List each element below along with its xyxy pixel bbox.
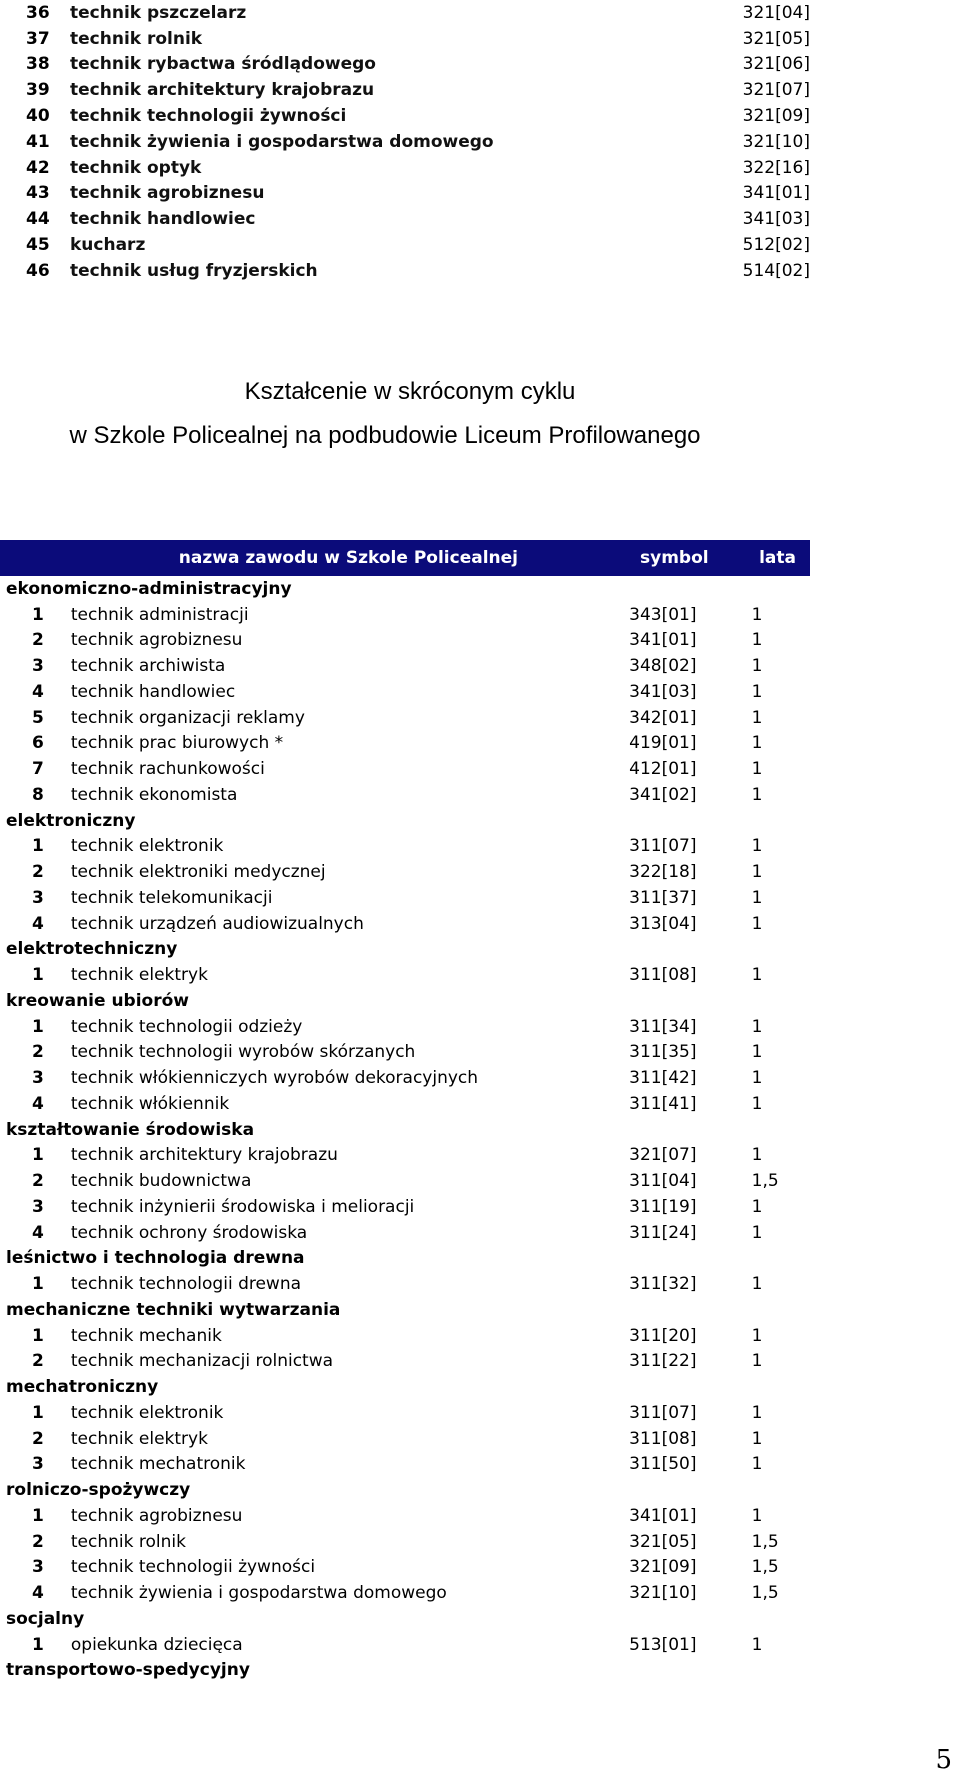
list-item <box>0 77 820 103</box>
item-symbol: 512[02] <box>742 235 810 256</box>
group-heading: ekonomiczno-administracyjny <box>6 578 292 599</box>
row-lata: 1 <box>751 681 763 702</box>
row-number: 3 <box>32 656 44 677</box>
group-heading: kształtowanie środowiska <box>6 1119 255 1140</box>
table-row <box>0 1220 810 1246</box>
row-lata: 1,5 <box>751 1583 779 1604</box>
row-symbol: 311[32] <box>629 1274 697 1295</box>
table-row <box>0 1143 810 1169</box>
list-item <box>0 52 820 78</box>
row-symbol: 342[01] <box>629 707 697 728</box>
row-lata: 1,5 <box>751 1531 779 1552</box>
row-symbol: 311[42] <box>629 1068 697 1089</box>
row-number: 1 <box>32 836 44 857</box>
list-item <box>0 258 820 284</box>
group-heading: elektroniczny <box>6 810 136 831</box>
table-row <box>0 834 810 860</box>
row-number: 4 <box>32 1093 44 1114</box>
row-name: technik technologii drewna <box>70 1274 302 1295</box>
row-number: 2 <box>32 1171 44 1192</box>
row-number: 1 <box>32 1145 44 1166</box>
row-name: technik organizacji reklamy <box>70 707 305 728</box>
table-row <box>0 1040 810 1066</box>
row-name: technik elektryk <box>70 965 208 986</box>
table-row <box>0 1580 810 1606</box>
row-lata: 1 <box>751 1093 763 1114</box>
row-symbol: 321[05] <box>629 1531 697 1552</box>
row-name: technik mechatronik <box>70 1454 246 1475</box>
item-name: technik usług fryzjerskich <box>70 260 318 281</box>
row-name: technik handlowiec <box>70 681 236 702</box>
row-symbol: 343[01] <box>629 604 697 625</box>
row-name: technik mechanizacji rolnictwa <box>70 1351 334 1372</box>
item-number: 46 <box>26 260 50 281</box>
row-lata: 1 <box>751 1274 763 1295</box>
row-symbol: 311[37] <box>629 887 697 908</box>
table-row <box>0 1452 810 1478</box>
item-name: technik agrobiznesu <box>70 183 265 204</box>
table-row <box>0 1503 810 1529</box>
row-number: 2 <box>32 1042 44 1063</box>
group-heading: transportowo-spedycyjny <box>6 1660 250 1681</box>
table-row <box>0 602 810 628</box>
row-name: technik technologii odzieży <box>70 1016 303 1037</box>
row-lata: 1 <box>751 1145 763 1166</box>
item-number: 45 <box>26 235 50 256</box>
item-number: 44 <box>26 209 50 230</box>
list-item <box>0 181 820 207</box>
item-symbol: 321[04] <box>742 2 810 23</box>
row-lata: 1 <box>751 1325 763 1346</box>
table-row <box>0 1400 810 1426</box>
row-name: technik telekomunikacji <box>70 887 273 908</box>
list-item <box>0 206 820 232</box>
row-lata: 1 <box>751 656 763 677</box>
row-lata: 1 <box>751 707 763 728</box>
row-number: 1 <box>32 965 44 986</box>
item-number: 41 <box>26 131 50 152</box>
list-item <box>0 155 820 181</box>
row-lata: 1 <box>751 1042 763 1063</box>
row-number: 2 <box>32 1351 44 1372</box>
row-number: 4 <box>32 1583 44 1604</box>
row-number: 3 <box>32 1068 44 1089</box>
table-body <box>0 576 810 1683</box>
row-number: 4 <box>32 913 44 934</box>
row-symbol: 321[07] <box>629 1145 697 1166</box>
item-symbol: 514[02] <box>742 260 810 281</box>
row-lata: 1 <box>751 604 763 625</box>
row-symbol: 311[19] <box>629 1196 697 1217</box>
row-lata: 1 <box>751 1222 763 1243</box>
row-number: 3 <box>32 1557 44 1578</box>
row-lata: 1 <box>751 1634 763 1655</box>
item-name: kucharz <box>70 235 146 256</box>
table-row <box>0 628 810 654</box>
table-row <box>0 1091 810 1117</box>
row-number: 5 <box>32 707 44 728</box>
row-number: 1 <box>32 1325 44 1346</box>
row-symbol: 321[09] <box>629 1557 697 1578</box>
group-heading: rolniczo-spożywczy <box>6 1480 191 1501</box>
row-symbol: 311[04] <box>629 1171 697 1192</box>
row-name: technik administracji <box>70 604 249 625</box>
row-number: 1 <box>32 1634 44 1655</box>
row-number: 1 <box>32 1274 44 1295</box>
row-name: technik włókiennik <box>70 1093 230 1114</box>
group-heading: kreowanie ubiorów <box>6 990 189 1011</box>
table-row <box>0 885 810 911</box>
row-lata: 1 <box>751 862 763 883</box>
row-symbol: 348[02] <box>629 656 697 677</box>
row-name: technik żywienia i gospodarstwa domowego <box>70 1583 447 1604</box>
table-row <box>0 756 810 782</box>
table-row <box>0 1349 810 1375</box>
list-item <box>0 26 820 52</box>
row-name: technik urządzeń audiowizualnych <box>70 913 364 934</box>
row-number: 7 <box>32 759 44 780</box>
list-item <box>0 0 820 26</box>
row-symbol: 311[08] <box>629 965 697 986</box>
row-name: technik budownictwa <box>70 1171 252 1192</box>
row-lata: 1,5 <box>751 1171 779 1192</box>
table-row <box>0 731 810 757</box>
row-name: technik rachunkowości <box>70 759 265 780</box>
row-number: 2 <box>32 1531 44 1552</box>
table-row <box>0 1014 810 1040</box>
row-name: technik technologii wyrobów skórzanych <box>70 1042 416 1063</box>
item-name: technik optyk <box>70 157 202 178</box>
header-symbol: symbol <box>640 548 709 568</box>
row-symbol: 311[07] <box>629 836 697 857</box>
item-symbol: 322[16] <box>742 157 810 178</box>
table-row <box>0 962 810 988</box>
row-name: technik inżynierii środowiska i melioracji <box>70 1196 415 1217</box>
item-number: 39 <box>26 80 50 101</box>
occupation-table <box>0 540 810 1683</box>
row-name: technik włókienniczych wyrobów dekoracyjnych <box>70 1068 479 1089</box>
item-name: technik rybactwa śródlądowego <box>70 54 376 75</box>
row-number: 2 <box>32 862 44 883</box>
row-symbol: 311[20] <box>629 1325 697 1346</box>
row-lata: 1 <box>751 1454 763 1475</box>
row-number: 3 <box>32 1196 44 1217</box>
item-name: technik rolnik <box>70 28 203 49</box>
row-name: technik elektronik <box>70 836 224 857</box>
item-name: technik pszczelarz <box>70 2 247 23</box>
table-row <box>0 679 810 705</box>
row-symbol: 311[50] <box>629 1454 697 1475</box>
list-item <box>0 232 820 258</box>
table-row <box>0 782 810 808</box>
row-number: 1 <box>32 1016 44 1037</box>
row-name: technik rolnik <box>70 1531 186 1552</box>
item-symbol: 321[07] <box>742 80 810 101</box>
row-symbol: 311[08] <box>629 1428 697 1449</box>
table-row <box>0 1632 810 1658</box>
row-symbol: 321[10] <box>629 1583 697 1604</box>
item-symbol: 341[01] <box>742 183 810 204</box>
item-number: 43 <box>26 183 50 204</box>
group-heading: mechaniczne techniki wytwarzania <box>6 1299 341 1320</box>
row-lata: 1 <box>751 733 763 754</box>
page-number: 5 <box>935 1745 952 1775</box>
table-row <box>0 705 810 731</box>
table-row <box>0 911 810 937</box>
row-lata: 1 <box>751 630 763 651</box>
row-name: technik elektronik <box>70 1402 224 1423</box>
item-symbol: 321[09] <box>742 106 810 127</box>
row-number: 8 <box>32 784 44 805</box>
row-name: technik elektryk <box>70 1428 208 1449</box>
item-number: 40 <box>26 106 50 127</box>
row-name: technik prac biurowych * <box>70 733 284 754</box>
item-symbol: 321[06] <box>742 54 810 75</box>
row-name: technik architektury krajobrazu <box>70 1145 338 1166</box>
list-item <box>0 103 820 129</box>
row-lata: 1 <box>751 1016 763 1037</box>
row-lata: 1 <box>751 1068 763 1089</box>
table-row <box>0 1555 810 1581</box>
list-item <box>0 129 820 155</box>
row-symbol: 419[01] <box>629 733 697 754</box>
row-name: technik agrobiznesu <box>70 1505 243 1526</box>
group-heading: mechatroniczny <box>6 1377 159 1398</box>
row-lata: 1 <box>751 1196 763 1217</box>
row-symbol: 341[03] <box>629 681 697 702</box>
row-symbol: 322[18] <box>629 862 697 883</box>
row-name: technik mechanik <box>70 1325 222 1346</box>
table-row <box>0 1529 810 1555</box>
row-lata: 1 <box>751 1505 763 1526</box>
row-number: 4 <box>32 1222 44 1243</box>
row-symbol: 341[02] <box>629 784 697 805</box>
row-symbol: 311[07] <box>629 1402 697 1423</box>
row-number: 1 <box>32 1505 44 1526</box>
row-name: technik elektroniki medycznej <box>70 862 326 883</box>
row-symbol: 311[22] <box>629 1351 697 1372</box>
row-lata: 1 <box>751 784 763 805</box>
row-lata: 1 <box>751 913 763 934</box>
row-number: 2 <box>32 1428 44 1449</box>
row-lata: 1 <box>751 887 763 908</box>
row-name: opiekunka dziecięca <box>70 1634 243 1655</box>
item-symbol: 321[05] <box>742 28 810 49</box>
table-row <box>0 1271 810 1297</box>
table-row <box>0 1323 810 1349</box>
group-heading: leśnictwo i technologia drewna <box>6 1248 305 1269</box>
item-number: 38 <box>26 54 50 75</box>
row-number: 2 <box>32 630 44 651</box>
row-number: 4 <box>32 681 44 702</box>
item-name: technik architektury krajobrazu <box>70 80 375 101</box>
row-lata: 1 <box>751 759 763 780</box>
row-symbol: 341[01] <box>629 1505 697 1526</box>
row-number: 3 <box>32 1454 44 1475</box>
row-number: 3 <box>32 887 44 908</box>
header-lata: lata <box>759 548 796 568</box>
row-symbol: 341[01] <box>629 630 697 651</box>
row-name: technik technologii żywności <box>70 1557 316 1578</box>
section-subtitle: w Szkole Policealnej na podbudowie Liceum Profilowanego <box>69 422 701 449</box>
row-lata: 1 <box>751 1402 763 1423</box>
item-name: technik żywienia i gospodarstwa domowego <box>70 131 494 152</box>
row-number: 6 <box>32 733 44 754</box>
table-row <box>0 1194 810 1220</box>
row-name: technik ekonomista <box>70 784 238 805</box>
row-lata: 1 <box>751 836 763 857</box>
row-symbol: 412[01] <box>629 759 697 780</box>
group-heading: elektrotechniczny <box>6 939 178 960</box>
row-lata: 1,5 <box>751 1557 779 1578</box>
row-lata: 1 <box>751 965 763 986</box>
header-name: nazwa zawodu w Szkole Policealnej <box>178 548 518 568</box>
row-symbol: 311[24] <box>629 1222 697 1243</box>
row-name: technik archiwista <box>70 656 226 677</box>
item-symbol: 321[10] <box>742 131 810 152</box>
row-lata: 1 <box>751 1428 763 1449</box>
row-lata: 1 <box>751 1351 763 1372</box>
row-number: 1 <box>32 604 44 625</box>
row-symbol: 311[41] <box>629 1093 697 1114</box>
table-header <box>0 540 810 576</box>
item-name: technik handlowiec <box>70 209 256 230</box>
top-occupation-list <box>0 0 820 284</box>
item-name: technik technologii żywności <box>70 106 347 127</box>
row-symbol: 311[34] <box>629 1016 697 1037</box>
table-row <box>0 1065 810 1091</box>
item-number: 36 <box>26 2 50 23</box>
table-row <box>0 653 810 679</box>
table-row <box>0 859 810 885</box>
group-heading: socjalny <box>6 1608 85 1629</box>
table-row <box>0 1426 810 1452</box>
item-number: 42 <box>26 157 50 178</box>
row-symbol: 513[01] <box>629 1634 697 1655</box>
row-name: technik ochrony środowiska <box>70 1222 308 1243</box>
row-number: 1 <box>32 1402 44 1423</box>
item-symbol: 341[03] <box>742 209 810 230</box>
row-symbol: 313[04] <box>629 913 697 934</box>
section-title: Kształcenie w skróconym cyklu <box>244 378 576 405</box>
item-number: 37 <box>26 28 50 49</box>
row-symbol: 311[35] <box>629 1042 697 1063</box>
table-row <box>0 1168 810 1194</box>
row-name: technik agrobiznesu <box>70 630 243 651</box>
